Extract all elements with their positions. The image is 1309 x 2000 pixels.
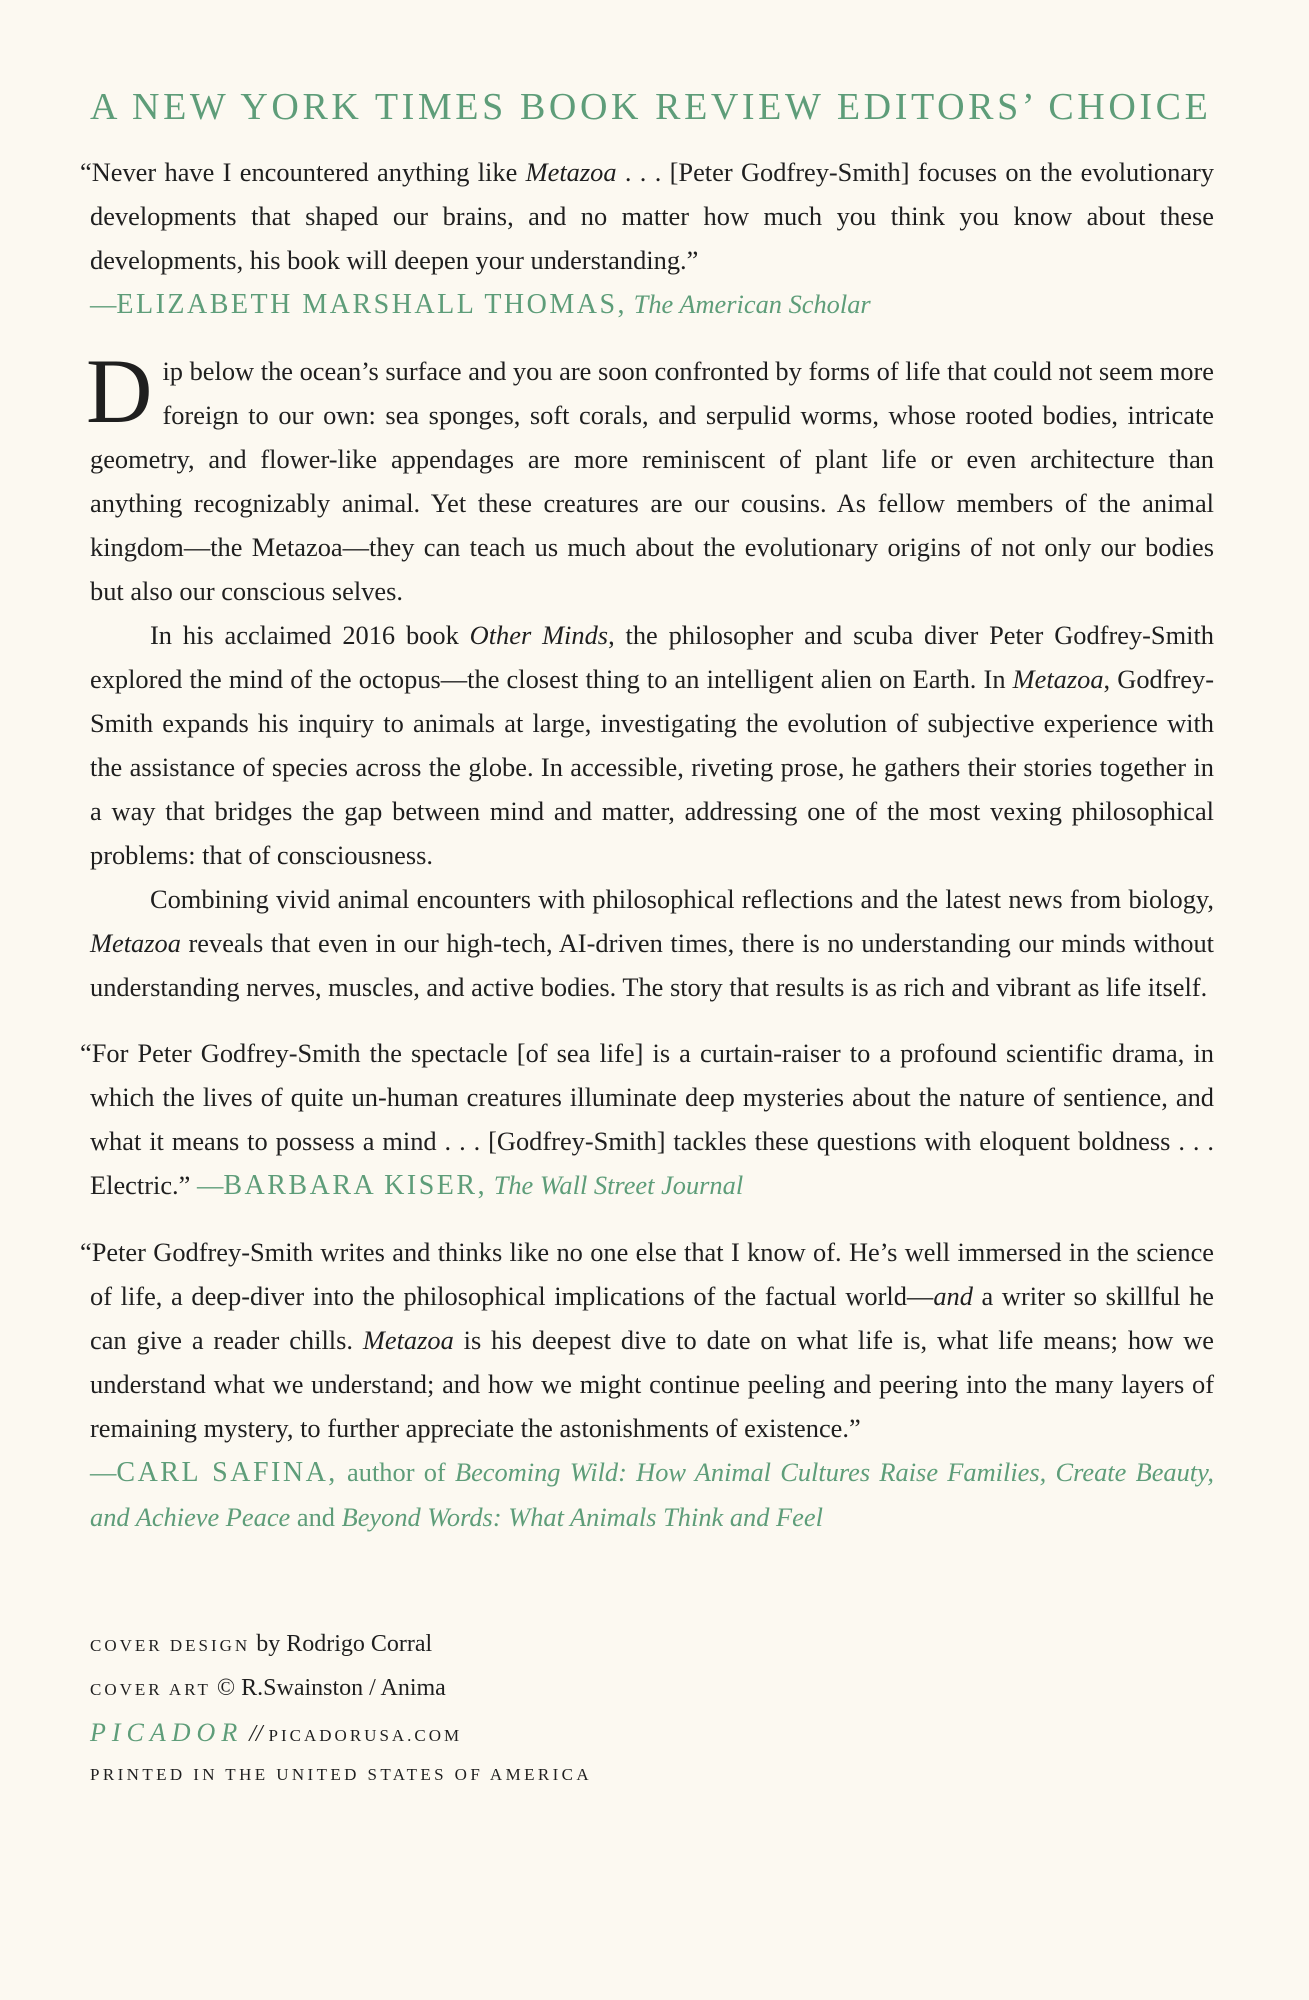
publisher-line: PICADOR // PICADORUSA.COM	[90, 1718, 463, 1747]
book-title-metazoa: Metazoa	[525, 157, 617, 187]
quote-kiser-attribution: —BARBARA KISER, The Wall Street Journal	[196, 1170, 744, 1201]
cover-art-value: © R.Swainston / Anima	[210, 1675, 446, 1701]
publisher-logo: PICADOR	[90, 1718, 244, 1747]
description-paragraph-2: In his acclaimed 2016 book Other Minds, the philosopher and scuba diver Peter Godfrey-Smith explored the mind of the octopus—the closest thing to an intelligent alien on Earth. In Metazoa, Godfrey-Smith expands his inquiry to animals at large, investigating the evolution of subjective experience with the assistance of species across the globe. In accessible, riveting prose, he gathers their stories together in a way that bridges the gap between mind and matter, addressing one of the most vexing philosophical problems: that of consciousness.	[90, 620, 1214, 870]
attribution-book-1: Becoming Wild: How Animal Cultures Raise Families, Create Beauty, and Achieve Peace	[90, 1457, 1214, 1532]
cover-art-label: COVER ART	[90, 1680, 211, 1699]
book-description	[86, 340, 1214, 1009]
cover-art-credit	[90, 1667, 1214, 1711]
attribution-author: BARBARA KISER,	[223, 1170, 488, 1201]
drop-cap: D	[86, 340, 153, 442]
quote-thomas-text: “Never have I encountered anything like Metazoa . . . [Peter Godfrey-Smith] focuses on the evolutionary developments that shaped our brains, and no matter how much you think you know about these developments, his book will deepen your understanding.”	[80, 157, 1214, 275]
description-paragraph-3: Combining vivid animal encounters with philosophical reflections and the latest news from biology, Metazoa reveals that even in our high-tech, AI-driven times, there is no understanding our minds without understanding nerves, muscles, and active bodies. The story that results is as rich and vibrant as life itself.	[90, 884, 1214, 1002]
back-cover-content	[80, 84, 1214, 1793]
attribution-book-2: Beyond Words: What Animals Think and Feel	[341, 1502, 823, 1532]
book-title-other-minds: Other Minds	[469, 620, 609, 650]
description-paragraph-1: Dip below the ocean’s surface and you are soon confronted by forms of life that could not seem more foreign to our own: sea sponges, soft corals, and serpulid worms, whose rooted bodies, intricate geometry, and flower-like appendages are more reminiscent of plant life or even architecture than anything recognizably animal. Yet these creatures are our cousins. As fellow members of the animal kingdom—the Metazoa—they can teach us much about the evolutionary origins of not only our bodies but also our conscious selves.	[86, 340, 1214, 606]
quote-thomas-attribution: —ELIZABETH MARSHALL THOMAS, The American Scholar	[90, 289, 871, 320]
credits	[90, 1623, 1214, 1793]
cover-design-value: by Rodrigo Corral	[250, 1631, 433, 1657]
quote-safina	[80, 1230, 1214, 1539]
attribution-author: CARL SAFINA,	[116, 1457, 338, 1488]
book-title-metazoa: Metazoa	[1012, 664, 1104, 694]
quote-safina-attribution: —CARL SAFINA, author of Becoming Wild: How Animal Cultures Raise Families, Create Beauty, and Achieve Peace and Beyond Words: What Animals Think and Feel	[90, 1457, 1214, 1532]
attribution-source: The American Scholar	[633, 289, 871, 319]
quote-thomas	[80, 150, 1214, 327]
book-title-metazoa: Metazoa	[90, 928, 181, 958]
attribution-author: ELIZABETH MARSHALL THOMAS,	[116, 289, 628, 320]
book-title-metazoa: Metazoa	[362, 1325, 454, 1355]
editors-choice-headline: A NEW YORK TIMES BOOK REVIEW EDITORS’ CHOICE	[90, 86, 1212, 128]
attribution-source: The Wall Street Journal	[493, 1170, 744, 1200]
quote-kiser-text: “For Peter Godfrey-Smith the spectacle [of sea life] is a curtain-raiser to a profound scientific drama, in which the lives of quite un-human creatures illuminate deep mysteries about the nature of sentience, and what it means to possess a mind . . . [Godfrey-Smith] tackles these questions with eloquent boldness . . . Electric.” —BARBARA KISER, The Wall Street Journal	[80, 1038, 1214, 1201]
cover-design-label: COVER DESIGN	[90, 1636, 251, 1655]
quote-safina-text: “Peter Godfrey-Smith writes and thinks like no one else that I know of. He’s well immersed in the science of life, a deep-diver into the philosophical implications of the factual world—and a writer so skillful he can give a reader chills. Metazoa is his deepest dive to date on what life is, what life means; how we understand what we understand; and how we might continue peeling and peering into the many layers of remaining mystery, to further appreciate the astonishments of existence.”	[80, 1237, 1214, 1443]
cover-design-credit	[90, 1623, 1214, 1667]
publisher-website: PICADORUSA.COM	[268, 1726, 463, 1745]
printed-in-usa: PRINTED IN THE UNITED STATES OF AMERICA	[90, 1765, 593, 1784]
quote-kiser	[80, 1031, 1214, 1208]
